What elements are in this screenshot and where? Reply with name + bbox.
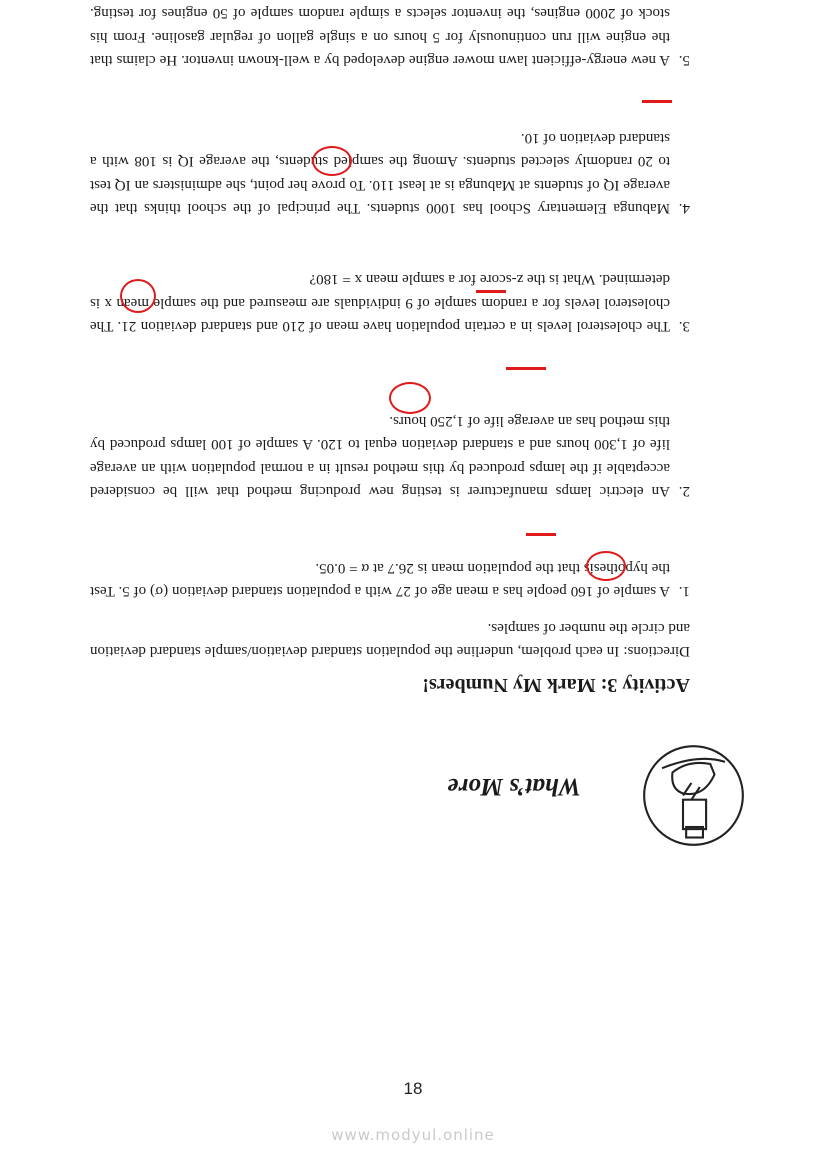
problem-text: Mabunga Elementary School has 1000 students. The principal of the school thinks that the average IQ of students at Mabunga is at least 110. To prove her point, she administers an IQ test to 20 randomly selected students. Among the sampled students, the average IQ is 108 with a standard deviation of 10. xyxy=(90,130,670,216)
directions-text: Directions: In each problem, underline the population standard deviation/sample standard deviation and circle the number of samples. xyxy=(90,619,690,659)
problem-number: 5. xyxy=(678,52,690,68)
problem-text: An electric lamps manufacturer is testing new producing method that will be considered acceptable if the lamps produced by this method result in a normal population with an average life of 1,300 hours and a standard deviation equal to 120. A sample of 100 lamps produced by this method has an average life of 1,250 hours. xyxy=(90,413,670,499)
std-dev-underline xyxy=(642,100,672,103)
problem-number: 1. xyxy=(678,583,690,599)
activity-heading: Activity 3: Mark My Numbers! xyxy=(422,674,690,696)
problem-text: A sample of 160 people has a mean age of 27 with a population standard deviation (σ) of 5. Test the hypothesis that the population mean is 26.7 at α = 0.05. xyxy=(90,559,670,599)
hand-writing-icon xyxy=(641,743,746,848)
watermark: www.modyul.online xyxy=(331,1126,495,1144)
page-title: What’s More xyxy=(447,773,581,800)
problem-number: 4. xyxy=(678,200,690,216)
problem-item xyxy=(90,0,690,71)
problem-text: A new energy-efficient lawn mower engine developed by a well-known inventor. He claims that the engine will run continuously for 5 hours on a single gallon of regular gasoline. From his stock of 2000 engines, the inventor selects a simple random sample of 50 engines for testing. xyxy=(90,5,670,68)
problem-number: 3. xyxy=(678,318,690,334)
problem-item xyxy=(90,126,690,219)
page-number: 18 xyxy=(403,1079,423,1098)
problem-item xyxy=(90,267,690,337)
problem-item xyxy=(90,555,690,602)
std-dev-underline xyxy=(526,533,556,536)
problem-text: The cholesterol levels in a certain population have mean of 210 and standard deviation 21. The cholesterol levels for a random sample of 9 individuals are measured and the sample mean x is determined. What is the z-score for a sample mean x = 180? xyxy=(90,271,670,334)
std-dev-underline xyxy=(506,367,546,370)
problem-number: 2. xyxy=(678,483,690,499)
problem-item xyxy=(90,409,690,502)
